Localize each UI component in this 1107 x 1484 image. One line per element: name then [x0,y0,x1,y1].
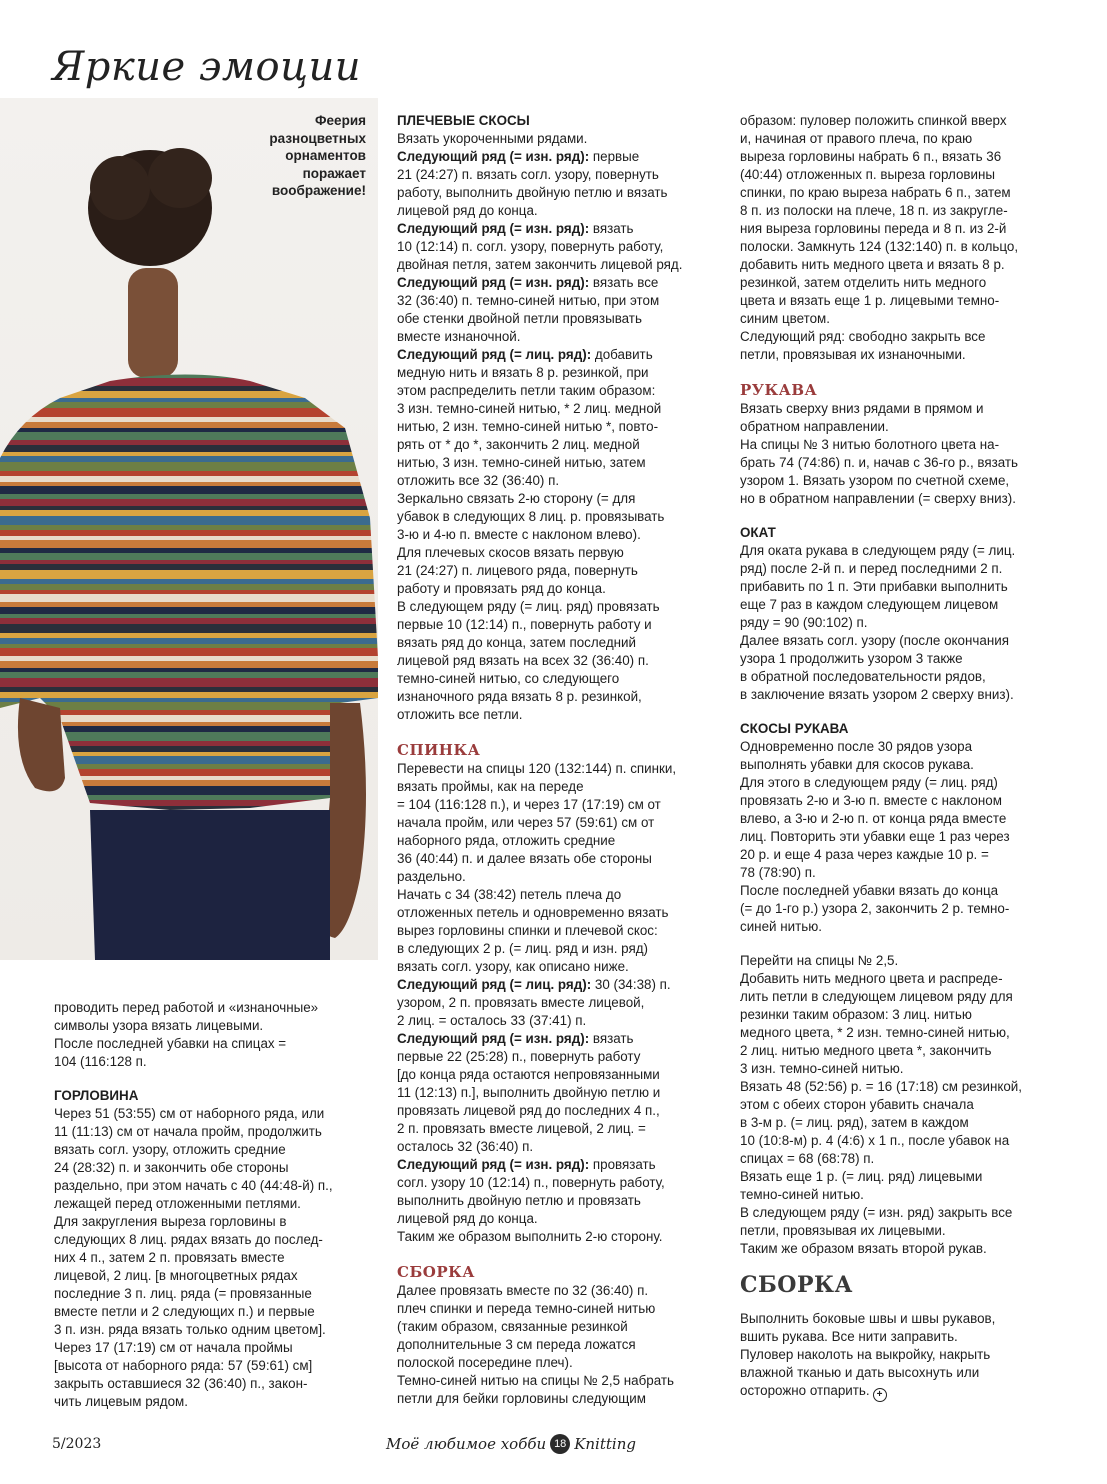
sweater-stripe [0,422,378,428]
sweater-stripe [0,672,378,678]
sweater-stripe [0,668,378,672]
magazine-footer [386,1434,636,1454]
sweater-stripe [0,614,378,618]
sweater-stripe [0,516,378,525]
magazine-name: Моё любимое хобби [386,1435,547,1453]
sweater-stripe [0,494,378,499]
section-heading-sleeve-cap: ОКАТ [740,525,776,540]
sweater-stripe [0,553,378,560]
body-text: вязать первые 22 (25:28) п., повернуть работу [до конца ряда остаются непровязанными 11 (12:13) п.], выполнить двойную петлю и провязать лицевой ряд до последних 4 п., 2 п. провязать вместе лицевой, 2 лиц. = осталось 32 (36:40) п. [397,1031,661,1154]
sweater-stripe [0,482,378,486]
tagline-line: воображение! [271,183,366,198]
sweater-stripe [0,428,378,432]
sweater-stripe [0,687,378,692]
sweater-stripe [0,678,378,687]
sweater-stripe [0,525,378,530]
sweater-stripe [0,590,378,594]
body-text: первые 21 (24:27) п. вязать согл. узору, повернуть работу, выполнить двойную петлю и вязать лицевой ряд до конца. [397,149,668,218]
sweater-stripe [0,692,378,698]
sweater-stripe [0,644,378,648]
end-mark-icon: + [873,1388,887,1402]
row-label: Следующий ряд (= изн. ряд): [397,1157,590,1172]
sweater-stripe [0,476,378,482]
tagline-line: разноцветных [269,130,366,146]
sweater-stripe [0,624,378,633]
section-heading-sleeve-taper: СКОСЫ РУКАВА [740,721,849,736]
sweater-stripe [0,564,378,570]
sweater-stripe [0,445,378,452]
sweater-stripe [0,510,378,516]
sweater-stripe [0,633,378,638]
sweater-stripe [0,607,378,614]
sweater-stripe [0,440,378,445]
body-text: проводить перед работой и «изнаночные» символы узора вязать лицевыми. После последней убавки на спицах = 104 (116:128 п. [54,1000,319,1069]
sweater-stripe [0,579,378,584]
body-text: Далее провязать вместе по 32 (36:40) п. плеч спинки и переда темно-синей нитью (таким образом, связанные резинкой дополнительные 3 см переда ложатся полоской посередине плеч). Темно-синей нитью на спицы № 2,5 набрать петли для бейки горловины следующим [397,1283,674,1406]
sweater-stripe [0,417,378,422]
sweater-stripe [0,378,378,386]
sweater-stripe [0,398,378,402]
body-text: Выполнить боковые швы и швы рукавов, вшить рукава. Все нити заправить. Пуловер наколоть на выкройку, накрыть влажной тканью и дать высохнуть или осторожно отпарить. [740,1311,996,1398]
body-text: Одновременно после 30 рядов узора выполнять убавки для скосов рукава. Для этого в следующем ряду (= лиц. ряд) провязать 2-ю и 3-ю п. вместе с наклоном влево, а 3-ю и 2-ю п. от конца ряда вместе лиц. Повторить эти убавки еще 1 раз через 20 р. и еще 4 раза через каждые 10 р. = 78 (78:90) п. После последней убавки вязать до конца (= до 1-го р.) узора 2, закончить 2 р. темно- синей нитью. [740,739,1010,934]
sweater-stripe [0,648,378,656]
body-text: провязать согл. узору 10 (12:14) п., повернуть работу, выполнить двойную петлю и провязать лицевой ряд до конца. Таким же образом выполнить 2-ю сторону. [397,1157,665,1244]
sweater-stripe [0,638,378,644]
sweater-stripe [0,456,378,462]
sweater-stripe [0,374,378,378]
row-label: Следующий ряд (= лиц. ряд): [397,977,592,992]
sweater-stripe [0,570,378,579]
sweater-stripe [0,452,378,456]
issue-number: 5/2023 [52,1436,102,1452]
sweater-stripe [0,506,378,510]
sweater-stripe [0,548,378,553]
body-text: добавить медную нить и вязать 8 р. резинкой, при этом распределить петли таким образом: 3 изн. темно-синей нитью, * 2 лиц. медной нитью, 2 изн. темно-синей нитью *, повто- рять от * до *, закончить 2 лиц. медной нитью, 3 изн. темно-синей нитью, затем отложить все 32 (36:40) п. Зеркально связать 2-ю сторону (= для убавок в следующих 8 лиц. р. провязывать 3-ю и 4-ю п. вместе с наклоном влево). Для плечевых скосов вязать первую 21 (24:27) п. лицевого ряда, повернуть работу и провязать ряд до конца. В следующем ряду (= лиц. ряд) провязать первые 10 (12:14) п., повернуть работу и вязать ряд до конца, затем последний лицевой ряд вязать на всех 32 (36:40) п. темно-синей нитью, со следующего изнаночного ряда вязать 8 р. резинкой, отложить все петли. [397,347,665,722]
column-3 [740,112,1070,1400]
body-text: Перевести на спицы 120 (132:144) п. спинки, вязать проймы, как на переде = 104 (116:128 п.), и через 17 (17:19) см от начала пройм, или через 57 (59:61) см от наборного ряда, отложить средние 36 (40:44) п. и далее вязать обе стороны раздельно. Начать с 34 (38:42) петель плеча до отложенных петель и одновременно вязать вырез горловины спинки и плечевой скос: в следующих 2 р. (= лиц. ряд и изн. ряд) вязать согл. узору, как описано ниже. [397,761,677,974]
sweater-illustration [0,98,378,960]
body-text: 30 (34:38) п. узором, 2 п. провязать вместе лицевой, 2 лиц. = осталось 33 (37:41) п. [397,977,671,1028]
body-text: Через 51 (53:55) см от наборного ряда, или 11 (11:13) см от начала пройм, продолжить вязать согл. узору, отложить средние 24 (28:32) п. и закончить обе стороны раздельно, при этом начать с 40 (44:48-й) п., лежащей перед отложенными петлями. Для закругления выреза горловины в следующих 8 лиц. рядах вязать до послед- них 4 п., затем 2 п. провязать вместе лицевой, 2 лиц. [в многоцветных рядах последние 3 п. лиц. ряда (= провязанные вместе петли и 2 следующих п.) и первые 3 п. изн. ряда вязать только одним цветом]. Через 17 (17:19) см от начала проймы [высота от наборного ряда: 57 (59:61) см] закрыть оставшиеся 32 (36:40) п., закон- чить лицевым рядом. [54,1106,333,1409]
sweater-stripe [0,584,378,590]
page-title: Яркие эмоции [52,44,362,90]
sweater-stripe [0,536,378,540]
sweater-stripe [0,806,378,810]
section-heading-back: СПИНКА [397,741,481,759]
sweater-stripe [0,530,378,536]
sweater-stripe [0,602,378,607]
sweater-stripe [0,540,378,548]
row-label: Следующий ряд (= лиц. ряд): [397,347,592,362]
page-number: 18 [550,1434,570,1454]
section-heading-sleeves: РУКАВА [740,381,818,399]
section-heading-final-assembly: СБОРКА [740,1272,853,1298]
sweater-stripe [0,402,378,408]
sweater-stripe [0,800,378,806]
tagline-line: поражает [302,165,366,181]
sweater-stripe [0,560,378,564]
sweater-stripe [0,386,378,391]
sweater-stripe [0,661,378,668]
sweater-stripe [0,408,378,417]
sweater-stripe [0,368,378,374]
sweater-stripe [0,471,378,476]
section-name: Knitting [574,1435,636,1453]
column-1 [54,999,384,1411]
section-heading-neckline: ГОРЛОВИНА [54,1088,139,1103]
section-heading-shoulders: ПЛЕЧЕВЫЕ СКОСЫ [397,113,530,128]
sweater-stripe [0,594,378,602]
row-label: Следующий ряд (= изн. ряд): [397,149,590,164]
body-text: вязать 10 (12:14) п. согл. узору, повернуть работу, двойная петля, затем закончить лицевой ряд. [397,221,683,272]
sweater-stripe [0,462,378,471]
body-text: вязать все 32 (36:40) п. темно-синей нитью, при этом обе стенки двойной петли провязывать вместе изнаночной. [397,275,660,344]
sweater-stripe [0,618,378,624]
sweater-stripe [0,698,378,702]
body-text: Вязать укороченными рядами. [397,131,588,146]
body-text: Для оката рукава в следующем ряду (= лиц. ряд) после 2-й п. и перед последними 2 п. прибавить по 1 п. Эти прибавки выполнить еще 7 раз в каждом следующем лицевом ряду = 90 (90:102) п. Далее вязать согл. узору (после окончания узора 1 продолжить узором 3 также в обратной последовательности рядов, в заключение вязать узором 2 сверху вниз). [740,543,1016,702]
row-label: Следующий ряд (= изн. ряд): [397,275,590,290]
sweater-stripe [0,432,378,440]
sweater-stripe [0,656,378,661]
section-heading-assembly: СБОРКА [397,1263,475,1281]
tagline-line: Феерия [315,113,366,128]
body-text: образом: пуловер положить спинкой вверх и, начиная от правого плеча, по краю выреза горловины набрать 6 п., вязать 36 (40:44) отложенных п. выреза горловины спинки, по краю выреза набрать 6 п., затем 8 п. из полоски на плече, 18 п. из закругле- ния выреза горловины переда и 8 п. из 2-й полоски. Замкнуть 124 (132:140) п. в кольцо, добавить нить медного цвета и вязать 8 р. резинкой, затем отделить нить медного цвета и вязать еще 1 р. лицевыми темно- синим цветом. Следующий ряд: свободно закрыть все петли, провязывая их изнаночными. [740,113,1019,362]
column-2 [397,112,727,1408]
row-label: Следующий ряд (= изн. ряд): [397,221,590,236]
row-label: Следующий ряд (= изн. ряд): [397,1031,590,1046]
sweater-stripe [0,795,378,800]
body-text: Вязать сверху вниз рядами в прямом и обратном направлении. На спицы № 3 нитью болотного цвета на- брать 74 (74:86) п. и, начав с 36-го р., вязать узором 1. Вязать узором по счетной схеме, но в обратном направлении (= сверху вниз). [740,401,1019,506]
sweater-stripe [0,486,378,494]
tagline-line: орнаментов [285,148,366,163]
model-photo [0,98,378,960]
sweater-stripe [0,499,378,506]
sweater-stripe [0,391,378,398]
tagline [206,112,366,200]
body-text: Перейти на спицы № 2,5. Добавить нить медного цвета и распреде- лить петли в следующем лицевом ряду для резинки таким образом: 3 лиц. нитью медного цвета, * 2 изн. темно-синей нитью, 2 лиц. нитью медного цвета *, закончить 3 изн. темно-синей нитью. Вязать 48 (52:56) р. = 16 (17:18) см резинкой, этом с обеих сторон убавить сначала в 3-м р. (= лиц. ряд), затем в каждом 10 (10:8-м) р. 4 (4:6) х 1 п., после убавок на спицах = 68 (68:78) п. Вязать еще 1 р. (= лиц. ряд) лицевыми темно-синей нитью. В следующем ряду (= изн. ряд) закрыть все петли, провязывая их лицевыми. Таким же образом вязать второй рукав. [740,953,1023,1256]
